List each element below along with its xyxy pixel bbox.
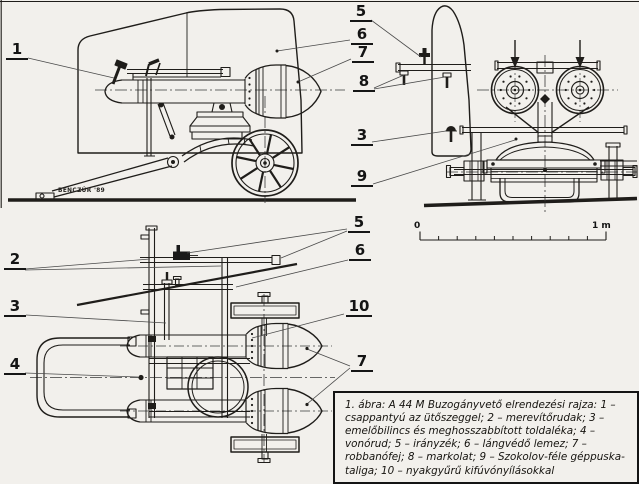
callout-1: 1 [6,42,28,60]
callout-6-top: 6 [351,27,373,45]
figure-caption-text: 1. ábra: A 44 M Buzogányvető elrendezési rajza: 1 – csappantyú az ütőszeggel; 2 – merevítőrudak; 3 – emelőbilincs és meghosszabbított toldaléka; 4 – vonórud; 5 – irányzék; 6 – lángvédő lemez; 7 – robbanófej; 8 – markolat; 9 – Szokolov-féle géppuska-taliga; 10 – nyakgyűrű kifúvónyílásokkal [345,399,625,477]
callout-2: 2 [4,252,26,270]
scale-one-meter-label: 1 m [592,221,611,231]
callout-8: 8 [353,74,375,92]
side-view-drawing [8,9,356,203]
callout-5-bottom: 5 [348,215,370,233]
scale-bar [420,232,606,241]
artist-signature: BENCZÚR '89 [58,188,106,194]
scale-zero-label: 0 [414,221,421,231]
page-borders [0,0,639,208]
callout-4: 4 [4,357,26,375]
callout-6-bottom: 6 [349,243,371,261]
front-view-drawing [396,6,637,212]
callout-3-right: 3 [351,128,373,146]
callout-3-left: 3 [4,299,26,317]
callout-10: 10 [346,299,372,317]
plan-view-drawing [30,226,335,463]
callout-9: 9 [351,169,373,187]
callout-7-top: 7 [352,45,374,63]
leader-lines [25,20,518,406]
callout-7-bottom: 7 [351,354,373,372]
figure-caption-box [333,391,639,484]
callout-5-top: 5 [350,4,372,22]
